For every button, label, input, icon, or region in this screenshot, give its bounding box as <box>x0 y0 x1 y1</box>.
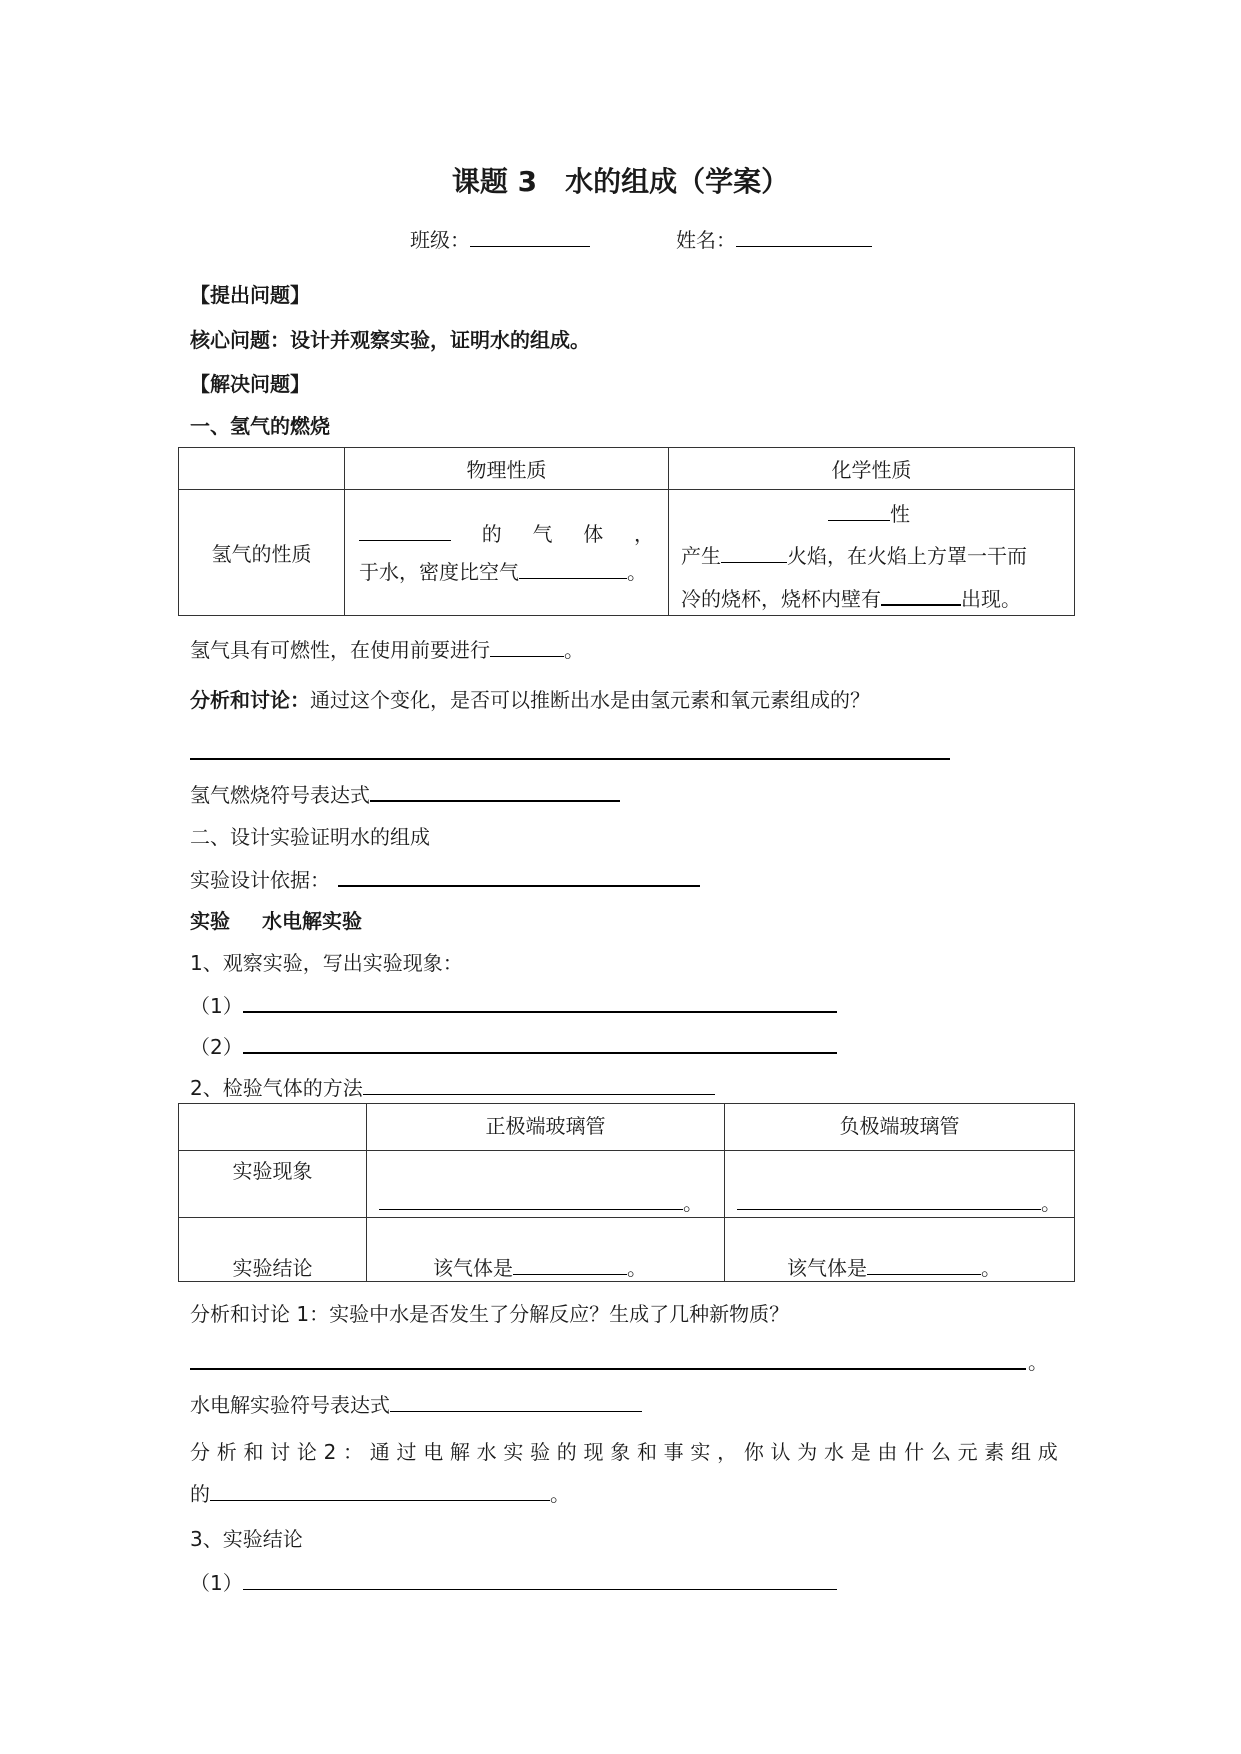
discussion-1: 分析和讨论 1：实验中水是否发生了分解反应？生成了几种新物质？ <box>190 1302 790 1326</box>
chemical-line-2-b: 火焰，在火焰上方罩一干而 <box>787 544 1027 568</box>
discussion-2-char: 成 <box>1037 1440 1058 1464</box>
h2-combustion-expression <box>190 782 620 807</box>
chemical-line-1-text: 性 <box>890 502 910 526</box>
name-label: 姓名： <box>676 228 736 252</box>
observation-2-blank[interactable] <box>243 1034 837 1054</box>
conclusion-1 <box>190 1571 837 1595</box>
hydrogen-properties-table <box>178 447 1075 616</box>
discussion-2-char: 和 <box>636 1440 657 1464</box>
table1-col-physical: 物理性质 <box>345 448 669 490</box>
discussion-2-char: 论 <box>296 1440 317 1464</box>
discussion-2-char: 过 <box>396 1440 417 1464</box>
negative-gas-blank[interactable] <box>867 1256 981 1275</box>
discussion-2-char: 由 <box>877 1440 898 1464</box>
negative-conclusion-cell <box>725 1218 1075 1282</box>
discussion-2-char: 2 <box>323 1440 337 1464</box>
table2-row-conclusion: 实验结论 <box>179 1218 367 1282</box>
discussion-2-line-2 <box>190 1482 570 1506</box>
negative-gas-label: 该气体是 <box>787 1256 867 1280</box>
discussion-2-char: 的 <box>556 1440 577 1464</box>
observation-1 <box>190 993 837 1018</box>
discussion-2-char: 现 <box>583 1440 604 1464</box>
chemical-blank-2[interactable] <box>721 544 787 563</box>
discussion-0 <box>190 688 870 712</box>
negative-phenomenon-end: 。 <box>1041 1191 1061 1215</box>
step-2 <box>190 1076 715 1100</box>
core-question: 核心问题：设计并观察实验，证明水的组成。 <box>190 328 590 352</box>
name-field <box>676 228 872 252</box>
discussion-2-char: 和 <box>243 1440 264 1464</box>
physical-blank-1[interactable] <box>359 522 451 541</box>
discussion-2-char: 水 <box>476 1440 497 1464</box>
discussion-2-char: 实 <box>690 1440 711 1464</box>
class-label: 班级： <box>410 228 470 252</box>
flammable-blank[interactable] <box>490 638 564 657</box>
positive-gas-blank[interactable] <box>513 1256 627 1275</box>
discussion-2-char: 组 <box>1011 1440 1032 1464</box>
chemical-line-3-a: 冷的烧杯，烧杯内壁有 <box>681 587 881 611</box>
flammable-note-end: 。 <box>564 638 584 662</box>
flammable-note-text: 氢气具有可燃性，在使用前要进行 <box>190 638 490 662</box>
electrolysis-blank[interactable] <box>390 1393 642 1412</box>
discussion-1-answer-line[interactable] <box>190 1368 1026 1370</box>
chemical-line-3 <box>681 586 1062 611</box>
h2-combustion-label: 氢气燃烧符号表达式 <box>190 783 370 807</box>
discussion-2-char: 象 <box>610 1440 631 1464</box>
physical-char: 的 <box>481 522 502 546</box>
physical-line-2-text: 于水，密度比空气 <box>359 560 519 584</box>
experiment-label: 实验 <box>190 909 230 933</box>
conclusion-1-blank[interactable] <box>243 1571 837 1590</box>
experiment-heading <box>190 909 362 933</box>
chemical-line-2 <box>681 544 1062 568</box>
step-2-blank[interactable] <box>363 1076 715 1095</box>
discussion-2-char: 水 <box>823 1440 844 1464</box>
step-2-label: 2、检验气体的方法 <box>190 1076 363 1100</box>
discussion-2-char: 么 <box>930 1440 951 1464</box>
step-3: 3、实验结论 <box>190 1527 303 1551</box>
discussion-2-char: 验 <box>530 1440 551 1464</box>
negative-gas-end: 。 <box>981 1256 1001 1280</box>
physical-line-2-end: 。 <box>627 560 647 584</box>
discussion-2-char: 分 <box>190 1440 210 1464</box>
chemical-line-1 <box>681 502 1062 526</box>
discussion-2-char: 素 <box>984 1440 1005 1464</box>
discussion-0-text: 通过这个变化，是否可以推断出水是由氢元素和氧元素组成的？ <box>310 688 870 712</box>
discussion-2-char: 讨 <box>270 1440 291 1464</box>
electrolysis-expression <box>190 1393 642 1417</box>
discussion-2-char: 解 <box>449 1440 470 1464</box>
item-1-label: （1） <box>190 994 243 1018</box>
discussion-2-char: 电 <box>423 1440 444 1464</box>
section-raise-question: 【提出问题】 <box>190 283 310 307</box>
discussion-2-char: 认 <box>770 1440 791 1464</box>
discussion-1-end: 。 <box>1028 1350 1048 1374</box>
discussion-2-char: 实 <box>503 1440 524 1464</box>
discussion-2-char: 什 <box>904 1440 925 1464</box>
physical-char: 体 <box>583 522 604 546</box>
class-field <box>410 228 590 252</box>
physical-line-2 <box>359 560 654 584</box>
discussion-2-line-2-end: 。 <box>550 1482 570 1506</box>
table1-col-chemical: 化学性质 <box>669 448 1075 490</box>
chemical-blank-1[interactable] <box>828 502 890 521</box>
discussion-2-char: 析 <box>216 1440 237 1464</box>
design-basis <box>190 867 700 892</box>
experiment-name: 水电解实验 <box>262 909 362 933</box>
discussion-2-char: 通 <box>369 1440 390 1464</box>
negative-phenomenon-blank[interactable] <box>737 1191 1041 1210</box>
section-solve-question: 【解决问题】 <box>190 372 310 396</box>
positive-gas-label: 该气体是 <box>433 1256 513 1280</box>
physical-char: 气 <box>532 522 553 546</box>
discussion-2-line-2-text: 的 <box>190 1482 210 1506</box>
item-2-label: （2） <box>190 1035 243 1059</box>
table1-chemical-cell <box>669 490 1075 616</box>
discussion-2-char: 元 <box>957 1440 978 1464</box>
gas-test-table <box>178 1103 1075 1282</box>
physical-blank-2[interactable] <box>519 560 627 579</box>
chemical-line-3-b: 出现。 <box>961 587 1021 611</box>
physical-char: ， <box>634 522 654 546</box>
discussion-2-char: 为 <box>797 1440 818 1464</box>
discussion-2-char: 是 <box>850 1440 871 1464</box>
table1-corner <box>179 448 345 490</box>
part1-title: 一、氢气的燃烧 <box>190 414 330 438</box>
positive-conclusion-cell <box>367 1218 725 1282</box>
discussion-2-char: ， <box>717 1440 738 1464</box>
discussion-0-answer-line[interactable] <box>190 758 950 760</box>
physical-line-1 <box>359 522 654 546</box>
flammable-note <box>190 638 584 662</box>
discussion-2-char: 你 <box>743 1440 764 1464</box>
discussion-2-char: 事 <box>663 1440 684 1464</box>
step-1: 1、观察实验，写出实验现象： <box>190 951 463 975</box>
table1-row-label: 氢气的性质 <box>179 490 345 616</box>
table2-row-phenomenon: 实验现象 <box>179 1151 367 1218</box>
discussion-2-blank[interactable] <box>210 1482 550 1501</box>
observation-2 <box>190 1034 837 1059</box>
negative-phenomenon-cell <box>725 1151 1075 1218</box>
name-blank[interactable] <box>736 228 872 247</box>
observation-1-blank[interactable] <box>243 993 837 1013</box>
class-blank[interactable] <box>470 228 590 247</box>
positive-phenomenon-cell <box>367 1151 725 1218</box>
discussion-2-line-1 <box>190 1440 1058 1464</box>
table1-physical-cell <box>345 490 669 616</box>
h2-combustion-blank[interactable] <box>370 782 620 802</box>
discussion-2-char: ： <box>343 1440 364 1464</box>
positive-phenomenon-blank[interactable] <box>379 1191 683 1210</box>
electrolysis-label: 水电解实验符号表达式 <box>190 1393 390 1417</box>
page-title: 课题 3 水的组成（学案） <box>451 165 790 198</box>
chemical-blank-3[interactable] <box>881 586 961 606</box>
design-basis-label: 实验设计依据： <box>190 868 330 892</box>
design-basis-blank[interactable] <box>338 867 700 887</box>
discussion-0-label: 分析和讨论： <box>190 688 310 712</box>
positive-phenomenon-end: 。 <box>683 1191 703 1215</box>
table2-corner <box>179 1104 367 1151</box>
positive-gas-end: 。 <box>627 1256 647 1280</box>
part2-title: 二、设计实验证明水的组成 <box>190 825 430 849</box>
conclusion-1-label: （1） <box>190 1571 243 1595</box>
table2-col-negative: 负极端玻璃管 <box>725 1104 1075 1151</box>
chemical-line-2-a: 产生 <box>681 544 721 568</box>
table2-col-positive: 正极端玻璃管 <box>367 1104 725 1151</box>
